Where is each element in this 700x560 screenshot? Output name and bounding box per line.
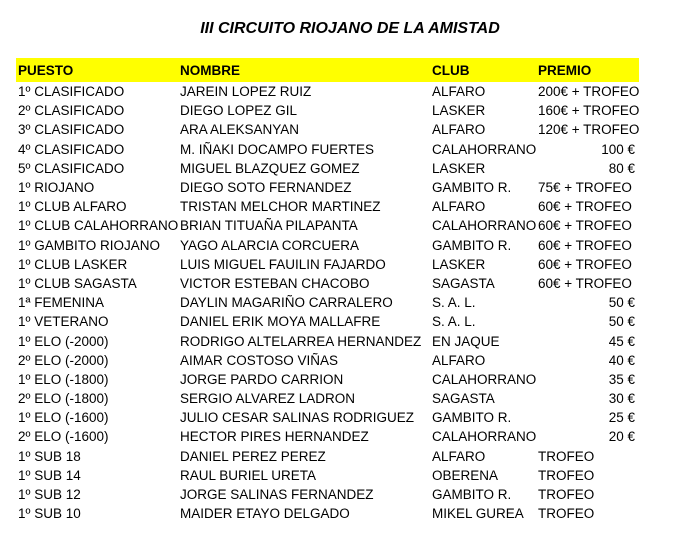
column-header-premio: PREMIO bbox=[536, 58, 639, 82]
cell-nombre: M. IÑAKI DOCAMPO FUERTES bbox=[180, 141, 375, 157]
cell-premio: 75€ + TROFEO bbox=[538, 180, 632, 196]
prize-table-header bbox=[16, 58, 639, 82]
cell-premio: TROFEO bbox=[538, 467, 595, 483]
cell-puesto: 1ª FEMENINA bbox=[18, 295, 105, 311]
cell-nombre: DIEGO SOTO FERNANDEZ bbox=[180, 180, 352, 196]
table-row bbox=[16, 485, 639, 504]
cell-nombre: TRISTAN MELCHOR MARTINEZ bbox=[180, 199, 381, 215]
table-row bbox=[16, 178, 639, 197]
table-row bbox=[16, 255, 639, 274]
cell-premio: 60€ + TROFEO bbox=[538, 218, 632, 234]
cell-club: EN JAQUE bbox=[432, 333, 500, 349]
cell-club: MIKEL GUREA bbox=[432, 506, 524, 522]
cell-nombre: JAREIN LOPEZ RUIZ bbox=[180, 84, 312, 100]
cell-puesto: 1º SUB 12 bbox=[18, 487, 81, 503]
cell-premio: 100 € bbox=[601, 141, 635, 157]
cell-premio: 25 € bbox=[608, 410, 635, 426]
cell-premio: 50 € bbox=[608, 314, 635, 330]
table-row bbox=[16, 447, 639, 466]
cell-puesto: 1º CLUB ALFARO bbox=[18, 199, 127, 215]
table-row bbox=[16, 216, 639, 235]
cell-nombre: MAIDER ETAYO DELGADO bbox=[180, 506, 350, 522]
cell-club: GAMBITO R. bbox=[432, 180, 512, 196]
cell-puesto: 1º CLUB LASKER bbox=[18, 256, 128, 272]
cell-premio: 50 € bbox=[608, 295, 635, 311]
table-row bbox=[16, 408, 639, 427]
table-row bbox=[16, 389, 639, 408]
cell-puesto: 2º ELO (-2000) bbox=[18, 352, 109, 368]
cell-club: SAGASTA bbox=[432, 391, 495, 407]
cell-club: LASKER bbox=[432, 256, 486, 272]
cell-premio: 60€ + TROFEO bbox=[538, 256, 632, 272]
column-header-puesto: PUESTO bbox=[16, 58, 178, 82]
cell-premio: 60€ + TROFEO bbox=[538, 275, 632, 291]
cell-club: CALAHORRANO bbox=[432, 218, 536, 234]
cell-puesto: 1º GAMBITO RIOJANO bbox=[18, 237, 160, 253]
table-row bbox=[16, 120, 639, 139]
table-row bbox=[16, 197, 639, 216]
cell-premio: 160€ + TROFEO bbox=[538, 103, 639, 119]
cell-nombre: AIMAR COSTOSO VIÑAS bbox=[180, 352, 339, 368]
page-title: III CIRCUITO RIOJANO DE LA AMISTAD bbox=[200, 20, 500, 37]
cell-puesto: 1º RIOJANO bbox=[18, 180, 95, 196]
table-row bbox=[16, 159, 639, 178]
cell-premio: 200€ + TROFEO bbox=[538, 84, 639, 100]
cell-club: ALFARO bbox=[432, 199, 486, 215]
cell-club: S. A. L. bbox=[432, 314, 476, 330]
table-row bbox=[16, 331, 639, 350]
cell-nombre: DIEGO LOPEZ GIL bbox=[180, 103, 298, 119]
cell-premio: TROFEO bbox=[538, 506, 595, 522]
cell-club: S. A. L. bbox=[432, 295, 476, 311]
table-row bbox=[16, 370, 639, 389]
cell-nombre: LUIS MIGUEL FAUILIN FAJARDO bbox=[180, 256, 386, 272]
cell-nombre: VICTOR ESTEBAN CHACOBO bbox=[180, 275, 370, 291]
cell-puesto: 1º ELO (-1800) bbox=[18, 371, 109, 387]
cell-nombre: MIGUEL BLAZQUEZ GOMEZ bbox=[180, 160, 360, 176]
table-row bbox=[16, 101, 639, 120]
cell-premio: 80 € bbox=[608, 160, 635, 176]
cell-club: GAMBITO R. bbox=[432, 487, 512, 503]
cell-puesto: 1º CLUB CALAHORRANO bbox=[18, 218, 178, 234]
table-row bbox=[16, 140, 639, 159]
table-row bbox=[16, 274, 639, 293]
cell-nombre: YAGO ALARCIA CORCUERA bbox=[180, 237, 360, 253]
cell-premio: TROFEO bbox=[538, 448, 595, 464]
cell-premio: 30 € bbox=[608, 391, 635, 407]
cell-premio: 60€ + TROFEO bbox=[538, 237, 632, 253]
cell-club: ALFARO bbox=[432, 122, 486, 138]
cell-puesto: 1º SUB 14 bbox=[18, 467, 81, 483]
cell-nombre: DANIEL ERIK MOYA MALLAFRE bbox=[180, 314, 381, 330]
header-row bbox=[16, 58, 639, 82]
cell-puesto: 1º SUB 10 bbox=[18, 506, 81, 522]
table-row bbox=[16, 504, 639, 523]
cell-puesto: 1º ELO (-2000) bbox=[18, 333, 109, 349]
cell-premio: 20 € bbox=[608, 429, 635, 445]
cell-premio: 35 € bbox=[608, 371, 635, 387]
cell-premio: 45 € bbox=[608, 333, 635, 349]
cell-premio: 120€ + TROFEO bbox=[538, 122, 639, 138]
cell-puesto: 3º CLASIFICADO bbox=[18, 122, 125, 138]
column-header-club: CLUB bbox=[430, 58, 536, 82]
cell-club: ALFARO bbox=[432, 84, 486, 100]
cell-club: OBERENA bbox=[432, 467, 499, 483]
cell-club: GAMBITO R. bbox=[432, 410, 512, 426]
cell-puesto: 1º ELO (-1600) bbox=[18, 410, 109, 426]
cell-nombre: BRIAN TITUAÑA PILAPANTA bbox=[180, 218, 358, 234]
cell-puesto: 5º CLASIFICADO bbox=[18, 160, 125, 176]
table-row bbox=[16, 351, 639, 370]
prize-table bbox=[16, 58, 639, 523]
table-row bbox=[16, 293, 639, 312]
cell-puesto: 1º SUB 18 bbox=[18, 448, 81, 464]
cell-club: GAMBITO R. bbox=[432, 237, 512, 253]
table-row bbox=[16, 312, 639, 331]
cell-puesto: 4º CLASIFICADO bbox=[18, 141, 125, 157]
cell-club: SAGASTA bbox=[432, 275, 495, 291]
cell-nombre: JULIO CESAR SALINAS RODRIGUEZ bbox=[180, 410, 415, 426]
cell-nombre: RODRIGO ALTELARREA HERNANDEZ bbox=[180, 333, 422, 349]
prize-table-body bbox=[16, 82, 639, 523]
cell-nombre: RAUL BURIEL URETA bbox=[180, 467, 317, 483]
table-row bbox=[16, 427, 639, 446]
cell-nombre: JORGE SALINAS FERNANDEZ bbox=[180, 487, 374, 503]
cell-premio: 60€ + TROFEO bbox=[538, 199, 632, 215]
cell-nombre: DAYLIN MAGARIÑO CARRALERO bbox=[180, 295, 393, 311]
table-row bbox=[16, 466, 639, 485]
cell-club: ALFARO bbox=[432, 352, 486, 368]
cell-nombre: ARA ALEKSANYAN bbox=[180, 122, 300, 138]
cell-premio: 40 € bbox=[608, 352, 635, 368]
cell-club: CALAHORRANO bbox=[432, 141, 536, 157]
cell-club: ALFARO bbox=[432, 448, 486, 464]
cell-puesto: 1º CLASIFICADO bbox=[18, 84, 125, 100]
cell-puesto: 2º ELO (-1600) bbox=[18, 429, 109, 445]
table-row bbox=[16, 236, 639, 255]
cell-nombre: JORGE PARDO CARRION bbox=[180, 371, 344, 387]
cell-premio: TROFEO bbox=[538, 487, 595, 503]
cell-nombre: SERGIO ALVAREZ LADRON bbox=[180, 391, 356, 407]
cell-club: LASKER bbox=[432, 160, 486, 176]
cell-club: LASKER bbox=[432, 103, 486, 119]
cell-nombre: DANIEL PEREZ PEREZ bbox=[180, 448, 326, 464]
cell-club: CALAHORRANO bbox=[432, 371, 536, 387]
table-row bbox=[16, 82, 639, 101]
column-header-nombre: NOMBRE bbox=[178, 58, 430, 82]
cell-puesto: 1º CLUB SAGASTA bbox=[18, 275, 137, 291]
cell-club: CALAHORRANO bbox=[432, 429, 536, 445]
cell-puesto: 2º CLASIFICADO bbox=[18, 103, 125, 119]
cell-puesto: 1º VETERANO bbox=[18, 314, 109, 330]
cell-nombre: HECTOR PIRES HERNANDEZ bbox=[180, 429, 369, 445]
cell-puesto: 2º ELO (-1800) bbox=[18, 391, 109, 407]
